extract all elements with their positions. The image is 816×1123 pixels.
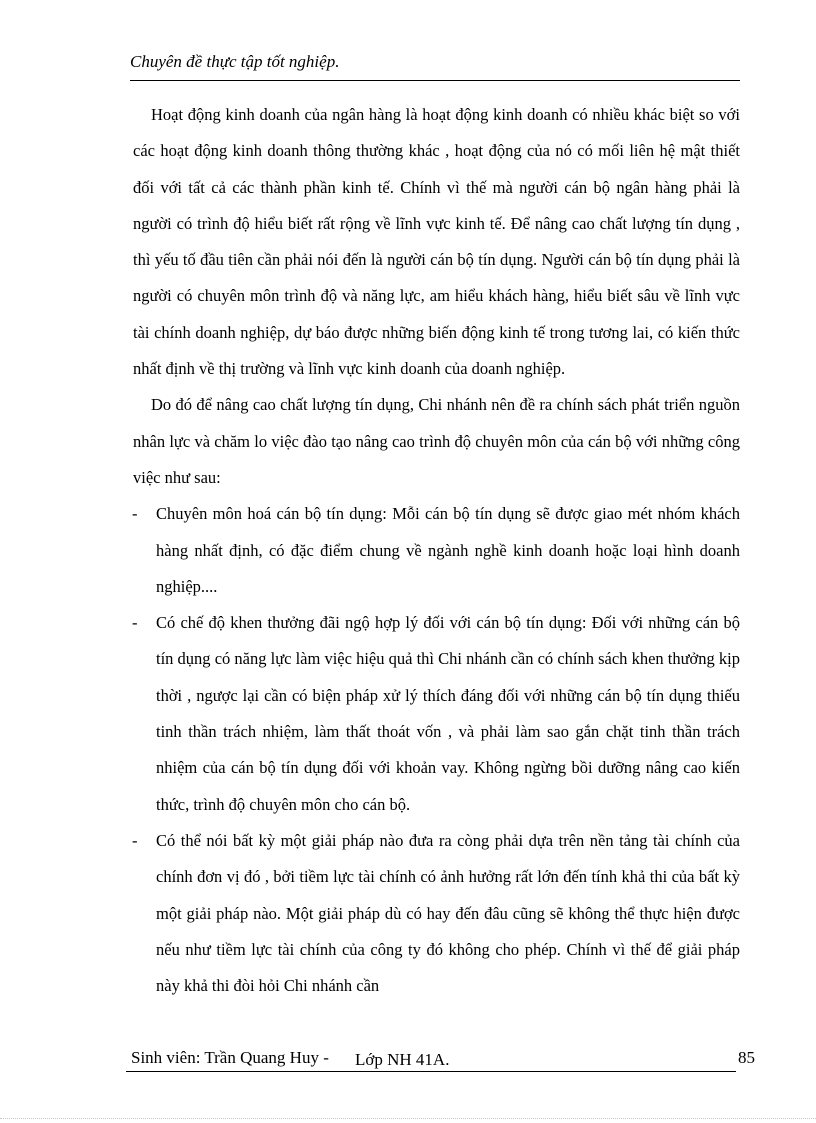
bullet-marker: - [132,613,138,633]
page-bottom-dotted-line [0,1118,816,1119]
paragraph-hr-policy: Do đó để nâng cao chất lượng tín dụng, Chi nhánh nên đề ra chính sách phát triển nguồn nhân lực và chăm lo việc đào tạo nâng cao trình độ chuyên môn của cán bộ với những công việc như sau: [133,395,740,487]
page-number: 85 [738,1048,755,1067]
paragraph-bank-operations: Hoạt động kinh doanh của ngân hàng là hoạt động kinh doanh có nhiều khác biệt so với các hoạt động kinh doanh thông thường khác , hoạt động của nó có mối liên hệ mật thiết đối với tất cả các thành phần kinh tế. Chính vì thế mà người cán bộ ngân hàng phải là người có trình độ hiểu biết rất rộng về lĩnh vực kinh tế. Để nâng cao chất lượng tín dụng , thì yếu tố đầu tiên cần phải nói đến là người cán bộ tín dụng. Người cán bộ tín dụng phải là người có chuyên môn trình độ và năng lực, am hiểu khách hàng, hiểu biết sâu về lĩnh vực tài chính doanh nghiệp, dự báo được những biến động kinh tế trong tương lai, có kiến thức nhất định về thị trường và lĩnh vực kinh doanh của doanh nghiệp. [133,105,740,379]
footer-divider [126,1071,736,1072]
document-body [133,97,740,1004]
list-item-text: Có chế độ khen thưởng đãi ngộ hợp lý đối với cán bộ tín dụng: Đối với những cán bộ tín dụng có năng lực làm việc hiệu quả thì Chi nhánh cần có chính sách khen thưởng kịp thời , ngược lại cần có biện pháp xử lý thích đáng đối với những cán bộ tín dụng thiếu tinh thần trách nhiệm, làm thất thoát vốn , và phải làm sao gắn chặt tinh thần trách nhiệm của cán bộ tín dụng đối với khoản vay. Không ngừng bồi dưỡng nâng cao kiến thức, trình độ chuyên môn cho cán bộ. [156,613,740,814]
footer-student-name: Sinh viên: Trần Quang Huy - [131,1048,329,1067]
bullet-marker: - [132,830,138,850]
page-header-title: Chuyên đề thực tập tốt nghiệp. [130,52,340,71]
list-item-text: Có thể nói bất kỳ một giải pháp nào đưa ra còng phải dựa trên nền tảng tài chính của chính đơn vị đó , bởi tiềm lực tài chính có ảnh hưởng rất lớn đến tính khả thi của bất kỳ một giải pháp nào. Một giải pháp dù có hay đến đâu cũng sẽ không thể thực hiện được nếu như tiềm lực tài chính của công ty đó không cho phép. Chính vì thế để giải pháp này khả thi đòi hỏi Chi nhánh cần [156,830,740,996]
list-item [133,605,740,823]
solution-list [133,496,740,1004]
bullet-marker: - [132,504,138,524]
list-item [133,823,740,1004]
list-item [133,496,740,605]
list-item-text: Chuyên môn hoá cán bộ tín dụng: Mỗi cán bộ tín dụng sẽ được giao mét nhóm khách hàng nhất định, có đặc điểm chung về ngành nghề kinh doanh hoặc loại hình doanh nghiệp.... [156,504,740,596]
footer-class-name: Lớp NH 41A. [355,1050,450,1069]
header-divider [130,80,740,81]
